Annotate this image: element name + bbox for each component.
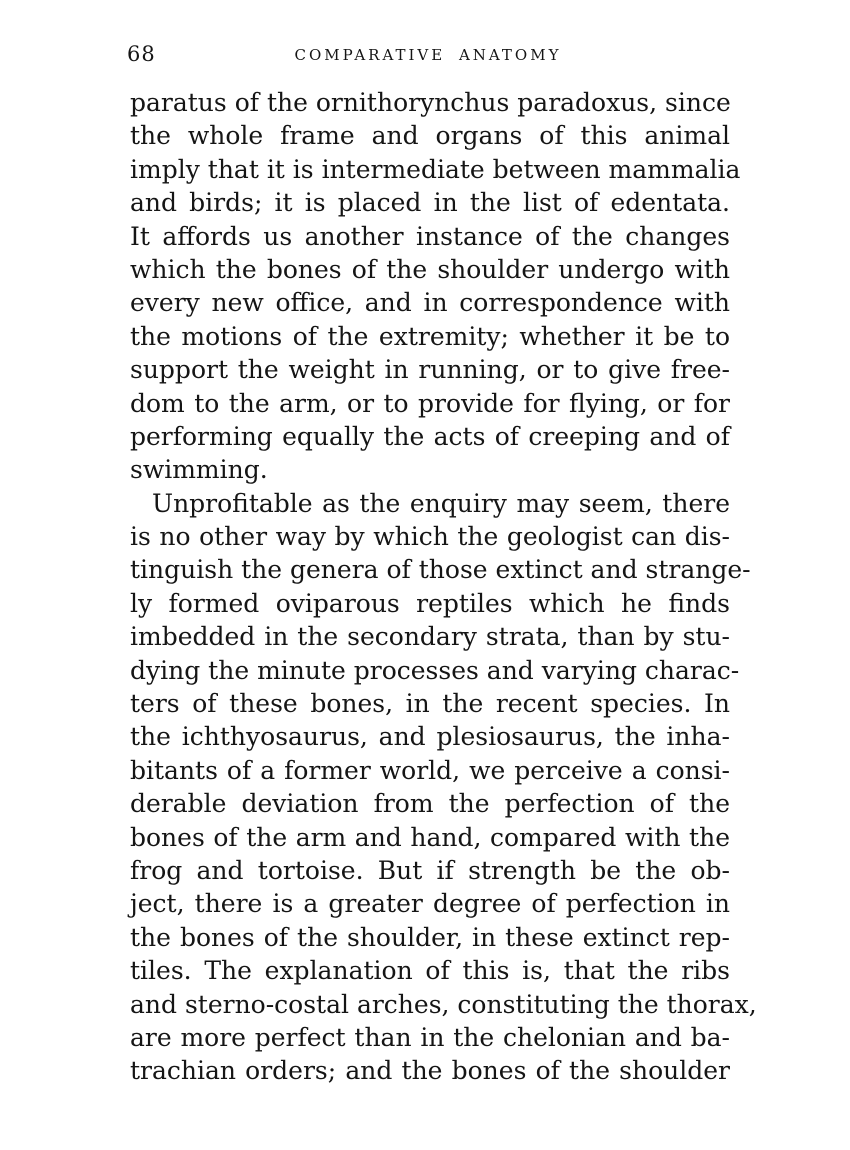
text-line: paratus of the ornithorynchus paradoxus, since bbox=[130, 88, 731, 117]
text-line: trachian orders; and the bones of the shoulder bbox=[130, 1056, 730, 1086]
text-line: bitants of a former world, we perceive a consi- bbox=[130, 755, 730, 785]
page-number: 68 bbox=[127, 42, 156, 66]
text-line: ly formed oviparous reptiles which he finds bbox=[130, 588, 730, 618]
text-line: ject, there is a greater degree of perfection in bbox=[130, 889, 730, 919]
text-line: and birds; it is placed in the list of edentata. bbox=[130, 188, 730, 218]
text-line: dying the minute processes and varying charac- bbox=[130, 655, 740, 685]
text-line: swimming. bbox=[130, 455, 268, 485]
text-line: tiles. The explanation of this is, that the ribs bbox=[130, 956, 730, 986]
body-text bbox=[130, 86, 757, 1088]
text-line: which the bones of the shoulder undergo with bbox=[130, 254, 730, 284]
text-line: Unprofitable as the enquiry may seem, there bbox=[152, 488, 730, 518]
text-line: imbedded in the secondary strata, than by stu- bbox=[130, 622, 730, 652]
paragraph-1 bbox=[130, 86, 741, 487]
text-line: bones of the arm and hand, compared with the bbox=[130, 822, 730, 852]
text-line: is no other way by which the geologist can dis- bbox=[130, 522, 730, 552]
text-line: the bones of the shoulder, in these extinct rep- bbox=[130, 922, 730, 952]
text-line: the motions of the extremity; whether it be to bbox=[130, 321, 730, 351]
text-line: ters of these bones, in the recent species. In bbox=[130, 689, 730, 719]
text-line: performing equally the acts of creeping and of bbox=[130, 421, 730, 451]
text-line: derable deviation from the perfection of the bbox=[130, 789, 730, 819]
running-head bbox=[127, 40, 729, 70]
text-line: the whole frame and organs of this animal bbox=[130, 121, 730, 151]
text-line: dom to the arm, or to provide for flying, or for bbox=[130, 388, 730, 418]
running-title: COMPARATIVE ANATOMY bbox=[294, 46, 562, 64]
text-line: support the weight in running, or to give free- bbox=[130, 355, 730, 385]
text-line: It affords us another instance of the changes bbox=[130, 221, 730, 251]
text-line: imply that it is intermediate between mammalia bbox=[130, 154, 741, 184]
text-line: every new office, and in correspondence with bbox=[130, 288, 730, 318]
paragraph-2 bbox=[130, 487, 757, 1088]
text-line: the ichthyosaurus, and plesiosaurus, the inha- bbox=[130, 722, 730, 752]
text-line: tinguish the genera of those extinct and strange- bbox=[130, 555, 751, 585]
text-line: and sterno-costal arches, constituting the thorax, bbox=[130, 989, 757, 1019]
text-line: are more perfect than in the chelonian and ba- bbox=[130, 1022, 730, 1052]
text-line: frog and tortoise. But if strength be the ob- bbox=[130, 855, 730, 885]
